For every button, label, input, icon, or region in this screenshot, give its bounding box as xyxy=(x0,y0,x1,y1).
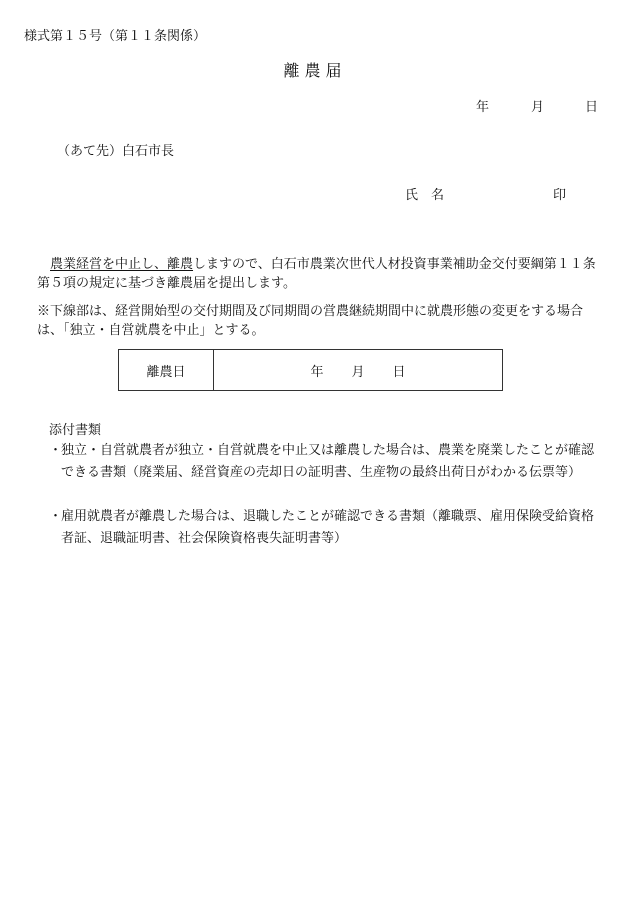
underlined-phrase-stop-farming: 農業経営を中止し、 xyxy=(50,257,168,272)
list-item xyxy=(49,440,595,484)
retirement-year-label: 年 xyxy=(310,364,324,380)
addressee: （あて先）白石市長 xyxy=(57,144,175,159)
underlined-phrase-leave-farming: 離農 xyxy=(167,257,194,272)
table-row xyxy=(119,350,503,391)
declaration-paragraph xyxy=(37,255,605,293)
date-day-label: 日 xyxy=(585,100,599,115)
form-number: 様式第１５号（第１１条関係） xyxy=(24,29,207,44)
bullet-mark: ・ xyxy=(49,509,63,524)
retirement-date-field[interactable] xyxy=(214,350,503,391)
seal-label: 印 xyxy=(553,188,567,203)
retirement-day-label: 日 xyxy=(392,364,406,380)
date-year-label: 年 xyxy=(476,100,490,115)
retirement-month-label: 月 xyxy=(351,364,365,380)
name-label: 氏 名 xyxy=(405,188,445,203)
bullet-mark: ・ xyxy=(49,443,63,458)
declaration-text: しますので、白石市農業次世代人材投資事業補助金交付要綱第１１条第５項の規定に基づき離農届を提出します。 xyxy=(37,257,596,291)
retirement-date-label: 離農日 xyxy=(119,350,214,391)
date-month-label: 月 xyxy=(531,100,545,115)
attachment-item-text: 雇用就農者が離農した場合は、退職したことが確認できる書類（離職票、雇用保険受給資格者証、退職証明書、社会保険資格喪失証明書等） xyxy=(61,509,595,546)
retirement-date-table xyxy=(118,349,503,391)
list-item xyxy=(49,506,595,550)
attachment-item-text: 独立・自営就農者が独立・自営就農を中止又は離農した場合は、農業を廃業したことが確認できる書類（廃業届、経営資産の売却日の証明書、生産物の最終出荷日がわかる伝票等） xyxy=(61,443,595,480)
attachments-heading: 添付書類 xyxy=(49,423,102,438)
document-title: 離農届 xyxy=(283,61,347,80)
underline-note: ※下線部は、経営開始型の交付期間及び同期間の営農継続期間中に就農形態の変更をする場合は、「独立・自営就農を中止」とする。 xyxy=(37,304,584,338)
